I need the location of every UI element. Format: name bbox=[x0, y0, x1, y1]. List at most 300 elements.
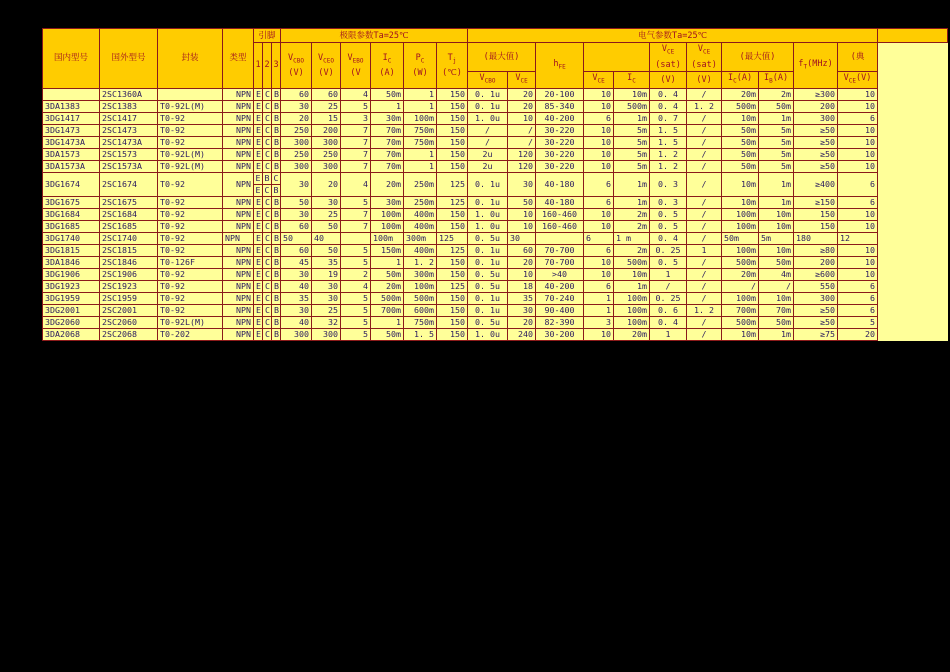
cell-pin-3: B bbox=[272, 304, 281, 316]
cell-pin-1: E bbox=[254, 148, 263, 160]
cell-ic-test: 1m bbox=[614, 172, 650, 196]
cell-ic-max: 50m bbox=[722, 124, 759, 136]
cell-vebo: 4 bbox=[341, 88, 371, 100]
cell-vcb: 240 bbox=[508, 328, 536, 340]
header-ft: $f_T(MHz)$ bbox=[794, 43, 838, 89]
cell-ib-max: 50m bbox=[759, 316, 794, 328]
cell-typical-vce: 10 bbox=[838, 136, 878, 148]
cell-vce-sat: 0. 4 bbox=[650, 88, 687, 100]
cell-typical-vce: 6 bbox=[838, 196, 878, 208]
cell-ic: 700m bbox=[371, 304, 404, 316]
cell-pin-1: E bbox=[254, 124, 263, 136]
cell-hfe: 85-340 bbox=[536, 100, 584, 112]
cell-pin-2: C bbox=[263, 328, 272, 340]
cell-ft: 200 bbox=[794, 100, 838, 112]
cell-icbo: 0. 1u bbox=[468, 292, 508, 304]
cell-vebo: 5 bbox=[341, 256, 371, 268]
cell-package: T0-92 bbox=[158, 112, 223, 124]
cell-ft: ≥50 bbox=[794, 124, 838, 136]
unit-label: (A) bbox=[736, 72, 753, 83]
sat-label: (sat) bbox=[655, 59, 681, 70]
cell-pin-1 bbox=[254, 172, 263, 196]
table-row bbox=[43, 304, 948, 316]
cell-typical-vce: 20 bbox=[838, 328, 878, 340]
cell-hfe: 30-220 bbox=[536, 160, 584, 172]
cell-ib-max: 50m bbox=[759, 100, 794, 112]
cell-foreign-model: 2SC1573 bbox=[100, 148, 158, 160]
cell-type: NPN bbox=[223, 244, 254, 256]
cell-type: NPN bbox=[223, 148, 254, 160]
cell-vebo: 5 bbox=[341, 316, 371, 328]
cell-vebo: 4 bbox=[341, 280, 371, 292]
cell-vcbo: 60 bbox=[281, 244, 312, 256]
cell-icbo: 0. 1u bbox=[468, 100, 508, 112]
cell-type: NPN bbox=[223, 100, 254, 112]
cell-vbe-sat: / bbox=[687, 160, 722, 172]
cell-typical-vce: 6 bbox=[838, 280, 878, 292]
cell-vcbo: 20 bbox=[281, 112, 312, 124]
cell-type: NPN bbox=[223, 268, 254, 280]
cell-tj: 125 bbox=[437, 196, 468, 208]
cell-ft: 150 bbox=[794, 220, 838, 232]
unit-label: (W) bbox=[412, 68, 428, 79]
cell-icbo: 0. 1u bbox=[468, 172, 508, 196]
header-typical bbox=[878, 29, 948, 43]
cell-pin-2: C bbox=[263, 304, 272, 316]
cell-vbe-sat: / bbox=[687, 280, 722, 292]
cell-package: T0-92L(M) bbox=[158, 316, 223, 328]
cell-typical-vce: 12 bbox=[838, 232, 878, 244]
cell-package: T0-92 bbox=[158, 304, 223, 316]
cell-vbe-sat: / bbox=[687, 268, 722, 280]
table-row bbox=[43, 256, 948, 268]
cell-typical-vce: 6 bbox=[838, 292, 878, 304]
cell-pin-1: E bbox=[254, 244, 263, 256]
table-row bbox=[43, 124, 948, 136]
cell-vcb: 50 bbox=[508, 196, 536, 208]
cell-package: T0-92L(M) bbox=[158, 100, 223, 112]
cell-vcbo: 250 bbox=[281, 124, 312, 136]
cell-vebo: 4 bbox=[341, 172, 371, 196]
cell-vce: 10 bbox=[584, 256, 614, 268]
cell-pin-1: E bbox=[254, 88, 263, 100]
cell-icbo: 0. 5u bbox=[468, 268, 508, 280]
cell-pin-3: B bbox=[272, 328, 281, 340]
cell-vceo: 19 bbox=[312, 268, 341, 280]
cell-vce-sat: 1. 5 bbox=[650, 136, 687, 148]
header-limit-tj: $T_j$ (℃) bbox=[437, 43, 468, 89]
cell-typical-vce: 6 bbox=[838, 112, 878, 124]
cell-vce-sat: 0. 5 bbox=[650, 208, 687, 220]
cell-pin-3: B bbox=[272, 160, 281, 172]
cell-hfe: 30-220 bbox=[536, 148, 584, 160]
cell-package: T0-92 bbox=[158, 232, 223, 244]
cell-domestic-model: 3DG1815 bbox=[43, 244, 100, 256]
table-row bbox=[43, 172, 948, 196]
header-vce-sat-unit-2: (V) bbox=[687, 71, 722, 88]
cell-typical-vce: 10 bbox=[838, 100, 878, 112]
cell-ic-max: 20m bbox=[722, 268, 759, 280]
cell-tj: 150 bbox=[437, 136, 468, 148]
header-hfe-cond-2: $I_C$ bbox=[614, 71, 650, 88]
cell-pc: 300m bbox=[404, 268, 437, 280]
cell-ic-max: 700m bbox=[722, 304, 759, 316]
cell-ft: ≥80 bbox=[794, 244, 838, 256]
cell-pc: 1 bbox=[404, 88, 437, 100]
unit-label: (V) bbox=[856, 72, 872, 83]
cell-pc: 1 bbox=[404, 100, 437, 112]
cell-pc: 500m bbox=[404, 292, 437, 304]
cell-vebo: 5 bbox=[341, 244, 371, 256]
table-row bbox=[43, 208, 948, 220]
cell-ic-max: 50m bbox=[722, 148, 759, 160]
cell-foreign-model: 2SC1923 bbox=[100, 280, 158, 292]
cell-tj: 150 bbox=[437, 148, 468, 160]
cell-vceo: 50 bbox=[312, 220, 341, 232]
cell-ib-max: 5m bbox=[759, 148, 794, 160]
cell-pin-3: B bbox=[272, 100, 281, 112]
cell-vcb: 10 bbox=[508, 220, 536, 232]
cell-pin-3: B bbox=[272, 148, 281, 160]
cell-ib-max: 1m bbox=[759, 196, 794, 208]
cell-ic-test: 20m bbox=[614, 328, 650, 340]
header-limit-ic: $I_C$ (A) bbox=[371, 43, 404, 89]
cell-pin-3: B bbox=[272, 244, 281, 256]
cell-pin-2: C bbox=[263, 256, 272, 268]
cell-vce-sat: 1. 2 bbox=[650, 160, 687, 172]
cell-tj: 150 bbox=[437, 124, 468, 136]
cell-package: T0-92 bbox=[158, 196, 223, 208]
cell-hfe: 30-220 bbox=[536, 124, 584, 136]
header-pin-3: 3 bbox=[272, 43, 281, 89]
cell-tj: 150 bbox=[437, 256, 468, 268]
cell-vce-sat: 0. 4 bbox=[650, 232, 687, 244]
cell-ic-test: 2m bbox=[614, 220, 650, 232]
cell-ic-max: 10m bbox=[722, 196, 759, 208]
cell-hfe: 20-100 bbox=[536, 88, 584, 100]
cell-vceo: 250 bbox=[312, 148, 341, 160]
cell-ic-test: 10m bbox=[614, 268, 650, 280]
cell-icbo: 0. 1u bbox=[468, 196, 508, 208]
pin-top: B bbox=[264, 172, 270, 183]
blank-area bbox=[0, 390, 950, 672]
cell-vceo: 60 bbox=[312, 88, 341, 100]
cell-pc: 250m bbox=[404, 172, 437, 196]
cell-pc: 400m bbox=[404, 244, 437, 256]
cell-hfe bbox=[536, 232, 584, 244]
cell-typical-vce: 6 bbox=[838, 172, 878, 196]
unit-label: (V bbox=[350, 68, 361, 79]
cell-ic-test: 1m bbox=[614, 280, 650, 292]
cell-vce-sat: 0. 6 bbox=[650, 304, 687, 316]
pin-bottom: C bbox=[264, 184, 270, 195]
cell-vce: 6 bbox=[584, 280, 614, 292]
cell-ft: ≥150 bbox=[794, 196, 838, 208]
cell-vcbo: 300 bbox=[281, 136, 312, 148]
cell-ic-test: 100m bbox=[614, 292, 650, 304]
cell-ic-test: 1 m bbox=[614, 232, 650, 244]
cell-package: T0-92 bbox=[158, 136, 223, 148]
cell-pc: 750m bbox=[404, 136, 437, 148]
table-row bbox=[43, 88, 948, 100]
cell-ic: 70m bbox=[371, 160, 404, 172]
cell-vcb: 120 bbox=[508, 148, 536, 160]
cell-icbo: 2u bbox=[468, 160, 508, 172]
cell-icbo: 1. 0u bbox=[468, 328, 508, 340]
cell-tj: 125 bbox=[437, 244, 468, 256]
cell-vebo: 7 bbox=[341, 136, 371, 148]
cell-foreign-model: 2SC1473A bbox=[100, 136, 158, 148]
cell-tj: 150 bbox=[437, 292, 468, 304]
cell-ib-max: 4m bbox=[759, 268, 794, 280]
cell-vbe-sat: / bbox=[687, 88, 722, 100]
cell-vce-sat: 1. 2 bbox=[650, 148, 687, 160]
cell-pin-1: E bbox=[254, 136, 263, 148]
table-row bbox=[43, 232, 948, 244]
cell-domestic-model: 3DG1473A bbox=[43, 136, 100, 148]
cell-ic-test: 10m bbox=[614, 88, 650, 100]
unit-label: (V) bbox=[318, 68, 334, 79]
cell-ic-max: 10m bbox=[722, 112, 759, 124]
cell-pin-3: B bbox=[272, 268, 281, 280]
cell-icbo: 1. 0u bbox=[468, 220, 508, 232]
cell-ic-max: 50m bbox=[722, 160, 759, 172]
cell-vbe-sat: 1. 2 bbox=[687, 100, 722, 112]
cell-type: NPN bbox=[223, 328, 254, 340]
cell-vceo: 50 bbox=[312, 244, 341, 256]
cell-pin-1: E bbox=[254, 112, 263, 124]
cell-icbo: 0. 5u bbox=[468, 280, 508, 292]
header-limit-vebo: $V_{EBO}$ (V bbox=[341, 43, 371, 89]
cell-tj: 150 bbox=[437, 100, 468, 112]
cell-vcb: 60 bbox=[508, 244, 536, 256]
cell-ic: 70m bbox=[371, 124, 404, 136]
cell-package: T0-92 bbox=[158, 172, 223, 196]
cell-ft: ≥75 bbox=[794, 328, 838, 340]
cell-tj: 150 bbox=[437, 304, 468, 316]
cell-vbe-sat: / bbox=[687, 292, 722, 304]
cell-vbe-sat: / bbox=[687, 112, 722, 124]
unit-label: (℃) bbox=[442, 68, 462, 79]
cell-icbo: 1. 0u bbox=[468, 112, 508, 124]
cell-pc: 1 bbox=[404, 160, 437, 172]
cell-ib-max: 5m bbox=[759, 136, 794, 148]
header-pins: 引脚 bbox=[254, 29, 281, 43]
cell-vce: 1 bbox=[584, 304, 614, 316]
cell-ic: 50m bbox=[371, 268, 404, 280]
cell-ic-test: 1m bbox=[614, 196, 650, 208]
cell-vce-sat: 0. 5 bbox=[650, 220, 687, 232]
table-body bbox=[43, 88, 948, 340]
header-limit-vcbo: $V_{CBO}$ (V) bbox=[281, 43, 312, 89]
cell-domestic-model bbox=[43, 88, 100, 100]
cell-type: NPN bbox=[223, 88, 254, 100]
cell-hfe: 40-200 bbox=[536, 112, 584, 124]
header-type: 类型 bbox=[223, 29, 254, 89]
table-row bbox=[43, 112, 948, 124]
cell-vce-sat: 0. 4 bbox=[650, 100, 687, 112]
cell-vceo: 15 bbox=[312, 112, 341, 124]
cell-icbo: 0. 1u bbox=[468, 304, 508, 316]
cell-vceo: 30 bbox=[312, 196, 341, 208]
cell-ib-max: 10m bbox=[759, 220, 794, 232]
cell-foreign-model: 2SC1417 bbox=[100, 112, 158, 124]
header-max2-col-2: $I_B(A)$ bbox=[759, 71, 794, 88]
cell-tj: 125 bbox=[437, 280, 468, 292]
cell-vceo: 30 bbox=[312, 280, 341, 292]
cell-foreign-model: 2SC1473 bbox=[100, 124, 158, 136]
cell-ib-max: 5m bbox=[759, 160, 794, 172]
cell-ic-max: 500m bbox=[722, 316, 759, 328]
cell-vcbo: 35 bbox=[281, 292, 312, 304]
table-row bbox=[43, 268, 948, 280]
cell-tj: 150 bbox=[437, 160, 468, 172]
cell-tj: 150 bbox=[437, 268, 468, 280]
header-electrical-params: 电气参数Ta=25℃ bbox=[468, 29, 878, 43]
cell-domestic-model: 3DA1383 bbox=[43, 100, 100, 112]
cell-ib-max: 2m bbox=[759, 88, 794, 100]
cell-vce: 10 bbox=[584, 124, 614, 136]
cell-vceo: 300 bbox=[312, 136, 341, 148]
cell-pin-1: E bbox=[254, 304, 263, 316]
cell-pc: 300m bbox=[404, 232, 437, 244]
cell-pin-3: B bbox=[272, 124, 281, 136]
cell-pin-1: E bbox=[254, 292, 263, 304]
cell-ib-max: 1m bbox=[759, 172, 794, 196]
cell-vce: 10 bbox=[584, 268, 614, 280]
cell-vbe-sat: 1. 2 bbox=[687, 304, 722, 316]
cell-vebo: 7 bbox=[341, 148, 371, 160]
cell-vcb: / bbox=[508, 124, 536, 136]
header-pin-2: 2 bbox=[263, 43, 272, 89]
cell-domestic-model: 3DG1959 bbox=[43, 292, 100, 304]
cell-ib-max: / bbox=[759, 280, 794, 292]
cell-tj: 150 bbox=[437, 208, 468, 220]
cell-type: NPN bbox=[223, 232, 254, 244]
pin-bottom: E bbox=[255, 184, 261, 195]
cell-ic-max: / bbox=[722, 280, 759, 292]
cell-vbe-sat: 1 bbox=[687, 244, 722, 256]
cell-ft: 550 bbox=[794, 280, 838, 292]
header-domestic-model: 国内型号 bbox=[43, 29, 100, 89]
cell-package: T0-92 bbox=[158, 244, 223, 256]
cell-icbo: 0. 1u bbox=[468, 88, 508, 100]
cell-package: T0-92 bbox=[158, 268, 223, 280]
cell-vceo: 35 bbox=[312, 256, 341, 268]
cell-ic: 50m bbox=[371, 88, 404, 100]
cell-vebo: 7 bbox=[341, 208, 371, 220]
cell-ic-test: 100m bbox=[614, 316, 650, 328]
cell-vcb: 20 bbox=[508, 256, 536, 268]
header-max-value: (最大值) bbox=[468, 43, 536, 72]
cell-foreign-model: 2SC2001 bbox=[100, 304, 158, 316]
cell-ic: 70m bbox=[371, 148, 404, 160]
cell-pin-2: C bbox=[263, 136, 272, 148]
cell-vceo: 25 bbox=[312, 304, 341, 316]
cell-type: NPN bbox=[223, 256, 254, 268]
cell-icbo: 1. 0u bbox=[468, 208, 508, 220]
cell-pin-2: C bbox=[263, 88, 272, 100]
cell-foreign-model: 2SC1674 bbox=[100, 172, 158, 196]
unit-label: (V) bbox=[288, 68, 304, 79]
cell-ib-max: 50m bbox=[759, 256, 794, 268]
cell-vbe-sat: / bbox=[687, 196, 722, 208]
cell-ic-test: 1m bbox=[614, 112, 650, 124]
cell-pin-2: C bbox=[263, 148, 272, 160]
cell-tj: 150 bbox=[437, 316, 468, 328]
cell-vcbo: 30 bbox=[281, 172, 312, 196]
cell-ic-max: 100m bbox=[722, 292, 759, 304]
cell-vce: 10 bbox=[584, 160, 614, 172]
cell-pin-2: C bbox=[263, 244, 272, 256]
cell-pin-3 bbox=[272, 172, 281, 196]
cell-pin-3: B bbox=[272, 196, 281, 208]
cell-ic: 150m bbox=[371, 244, 404, 256]
cell-ib-max: 5m bbox=[759, 232, 794, 244]
cell-ib-max: 10m bbox=[759, 244, 794, 256]
sat-label: (sat) bbox=[691, 59, 717, 70]
cell-vce: 10 bbox=[584, 328, 614, 340]
cell-vcbo: 60 bbox=[281, 88, 312, 100]
cell-ib-max: 1m bbox=[759, 328, 794, 340]
cell-ic: 1 bbox=[371, 100, 404, 112]
cell-typical-vce: 10 bbox=[838, 88, 878, 100]
cell-pc: 400m bbox=[404, 220, 437, 232]
cell-vceo: 30 bbox=[312, 292, 341, 304]
cell-hfe: >40 bbox=[536, 268, 584, 280]
cell-package: T0-92 bbox=[158, 208, 223, 220]
cell-domestic-model: 3DG1675 bbox=[43, 196, 100, 208]
cell-ic: 20m bbox=[371, 280, 404, 292]
cell-hfe: 82-390 bbox=[536, 316, 584, 328]
cell-foreign-model: 2SC2068 bbox=[100, 328, 158, 340]
cell-pin-3: B bbox=[272, 208, 281, 220]
cell-package: T0-126F bbox=[158, 256, 223, 268]
cell-ft: 150 bbox=[794, 208, 838, 220]
cell-vbe-sat: / bbox=[687, 136, 722, 148]
cell-vceo: 200 bbox=[312, 124, 341, 136]
cell-domestic-model: 3DG2001 bbox=[43, 304, 100, 316]
cell-foreign-model: 2SC1685 bbox=[100, 220, 158, 232]
cell-vcb: 30 bbox=[508, 172, 536, 196]
cell-pin-3: B bbox=[272, 256, 281, 268]
header-max-value-2: (最大值) bbox=[722, 43, 794, 72]
cell-type: NPN bbox=[223, 160, 254, 172]
cell-pc: 1. 5 bbox=[404, 328, 437, 340]
cell-vce: 10 bbox=[584, 136, 614, 148]
header-hfe: $h_{FE}$ bbox=[536, 43, 584, 89]
cell-typical-vce: 10 bbox=[838, 208, 878, 220]
table-row bbox=[43, 316, 948, 328]
cell-package: T0-92L(M) bbox=[158, 160, 223, 172]
cell-ic-test: 2m bbox=[614, 208, 650, 220]
cell-ic-max: 100m bbox=[722, 220, 759, 232]
header-vce-sat-1: $V_{CE}$ (sat) bbox=[650, 43, 687, 72]
cell-vce: 6 bbox=[584, 196, 614, 208]
table-row bbox=[43, 148, 948, 160]
cell-type: NPN bbox=[223, 316, 254, 328]
cell-vcbo: 50 bbox=[281, 196, 312, 208]
cell-typical-vce: 5 bbox=[838, 316, 878, 328]
cell-pin-3: B bbox=[272, 292, 281, 304]
cell-package: T0-92L(M) bbox=[158, 148, 223, 160]
cell-ic: 20m bbox=[371, 172, 404, 196]
cell-vbe-sat: / bbox=[687, 328, 722, 340]
cell-pc: 1 bbox=[404, 148, 437, 160]
cell-package bbox=[158, 88, 223, 100]
cell-icbo: 0. 5u bbox=[468, 316, 508, 328]
cell-pin-1: E bbox=[254, 220, 263, 232]
